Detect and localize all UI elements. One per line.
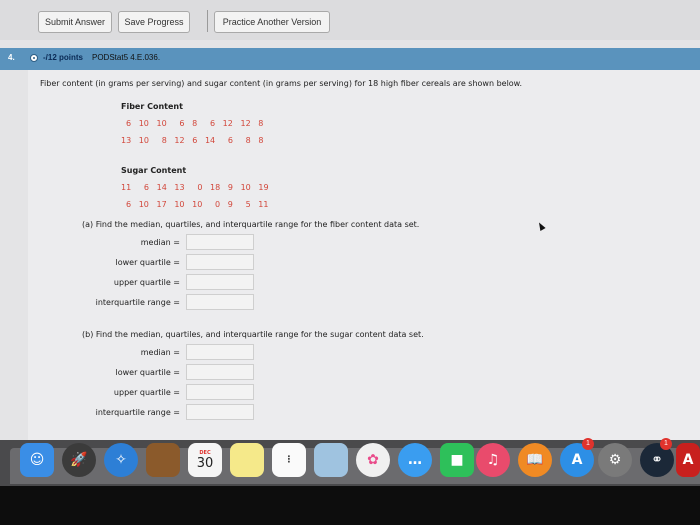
fiber-iqr-input[interactable] <box>186 294 254 310</box>
assignment-toolbar <box>0 0 700 40</box>
fiber-iqr-label: interquartile range = <box>95 298 180 307</box>
sugar-lower-quartile-input[interactable] <box>186 364 254 380</box>
fiber-lower-quartile-input[interactable] <box>186 254 254 270</box>
sugar-data-row-2: 6 10 17 10 10 0 9 5 11 <box>126 200 269 209</box>
calendar-day: 30 <box>196 455 214 471</box>
fiber-data-row-2: 13 10 8 12 6 14 6 8 8 <box>121 136 264 145</box>
photos-icon[interactable]: ✿ <box>356 443 390 477</box>
question-header <box>0 48 700 70</box>
fiber-upper-quartile-input[interactable] <box>186 274 254 290</box>
question-code: PODStat5 4.E.036. <box>92 53 161 62</box>
acrobat-icon[interactable]: A <box>676 443 700 477</box>
sugar-lower-quartile-label: lower quartile = <box>115 368 180 377</box>
save-progress-button[interactable]: Save Progress <box>118 11 190 33</box>
part-b-prompt: (b) Find the median, quartiles, and interquartile range for the sugar content data set. <box>82 330 424 339</box>
itunes-icon[interactable]: ♫ <box>476 443 510 477</box>
steam-icon[interactable]: ⚭ <box>640 443 674 477</box>
reminders-icon[interactable]: ⋮ <box>272 443 306 477</box>
sugar-iqr-label: interquartile range = <box>95 408 180 417</box>
fiber-content-title: Fiber Content <box>121 102 183 111</box>
launchpad-icon[interactable]: 🚀 <box>62 443 96 477</box>
sugar-iqr-input[interactable] <box>186 404 254 420</box>
sugar-upper-quartile-label: upper quartile = <box>113 388 180 397</box>
sugar-upper-quartile-input[interactable] <box>186 384 254 400</box>
app-store-badge: 1 <box>582 438 594 450</box>
facetime-icon[interactable]: ■ <box>440 443 474 477</box>
fiber-median-input[interactable] <box>186 234 254 250</box>
question-prompt: Fiber content (in grams per serving) and sugar content (in grams per serving) for 18 high fiber cereals are shown below. <box>40 79 523 88</box>
finder-icon[interactable]: ☺ <box>20 443 54 477</box>
monitor-bezel <box>0 486 700 525</box>
practice-another-version-button[interactable]: Practice Another Version <box>214 11 330 33</box>
fiber-lower-quartile-label: lower quartile = <box>115 258 180 267</box>
sugar-data-row-1: 11 6 14 13 0 18 9 10 19 <box>121 183 269 192</box>
question-number: 4. <box>8 53 15 62</box>
question-points: -/12 points <box>43 53 84 62</box>
question-status-radio[interactable] <box>30 54 38 62</box>
fiber-data-row-1: 6 10 10 6 8 6 12 12 8 <box>126 119 264 128</box>
system-preferences-icon[interactable]: ⚙ <box>598 443 632 477</box>
part-a-prompt: (a) Find the median, quartiles, and interquartile range for the fiber content data set. <box>82 220 420 229</box>
submit-answer-button[interactable]: Submit Answer <box>38 11 112 33</box>
fiber-upper-quartile-label: upper quartile = <box>113 278 180 287</box>
contacts-icon[interactable] <box>146 443 180 477</box>
sugar-content-title: Sugar Content <box>121 166 187 175</box>
sugar-median-label: median = <box>140 348 180 357</box>
app-store-icon[interactable]: A <box>560 443 594 477</box>
calendar-icon[interactable] <box>188 443 222 477</box>
toolbar-divider <box>207 10 208 32</box>
preview-icon[interactable] <box>314 443 348 477</box>
messages-icon[interactable]: … <box>398 443 432 477</box>
safari-icon[interactable]: ✧ <box>104 443 138 477</box>
ibooks-icon[interactable]: 📖 <box>518 443 552 477</box>
steam-badge: 1 <box>660 438 672 450</box>
sugar-median-input[interactable] <box>186 344 254 360</box>
fiber-median-label: median = <box>140 238 180 247</box>
calendar-month: DEC <box>199 449 211 456</box>
notes-icon[interactable] <box>230 443 264 477</box>
